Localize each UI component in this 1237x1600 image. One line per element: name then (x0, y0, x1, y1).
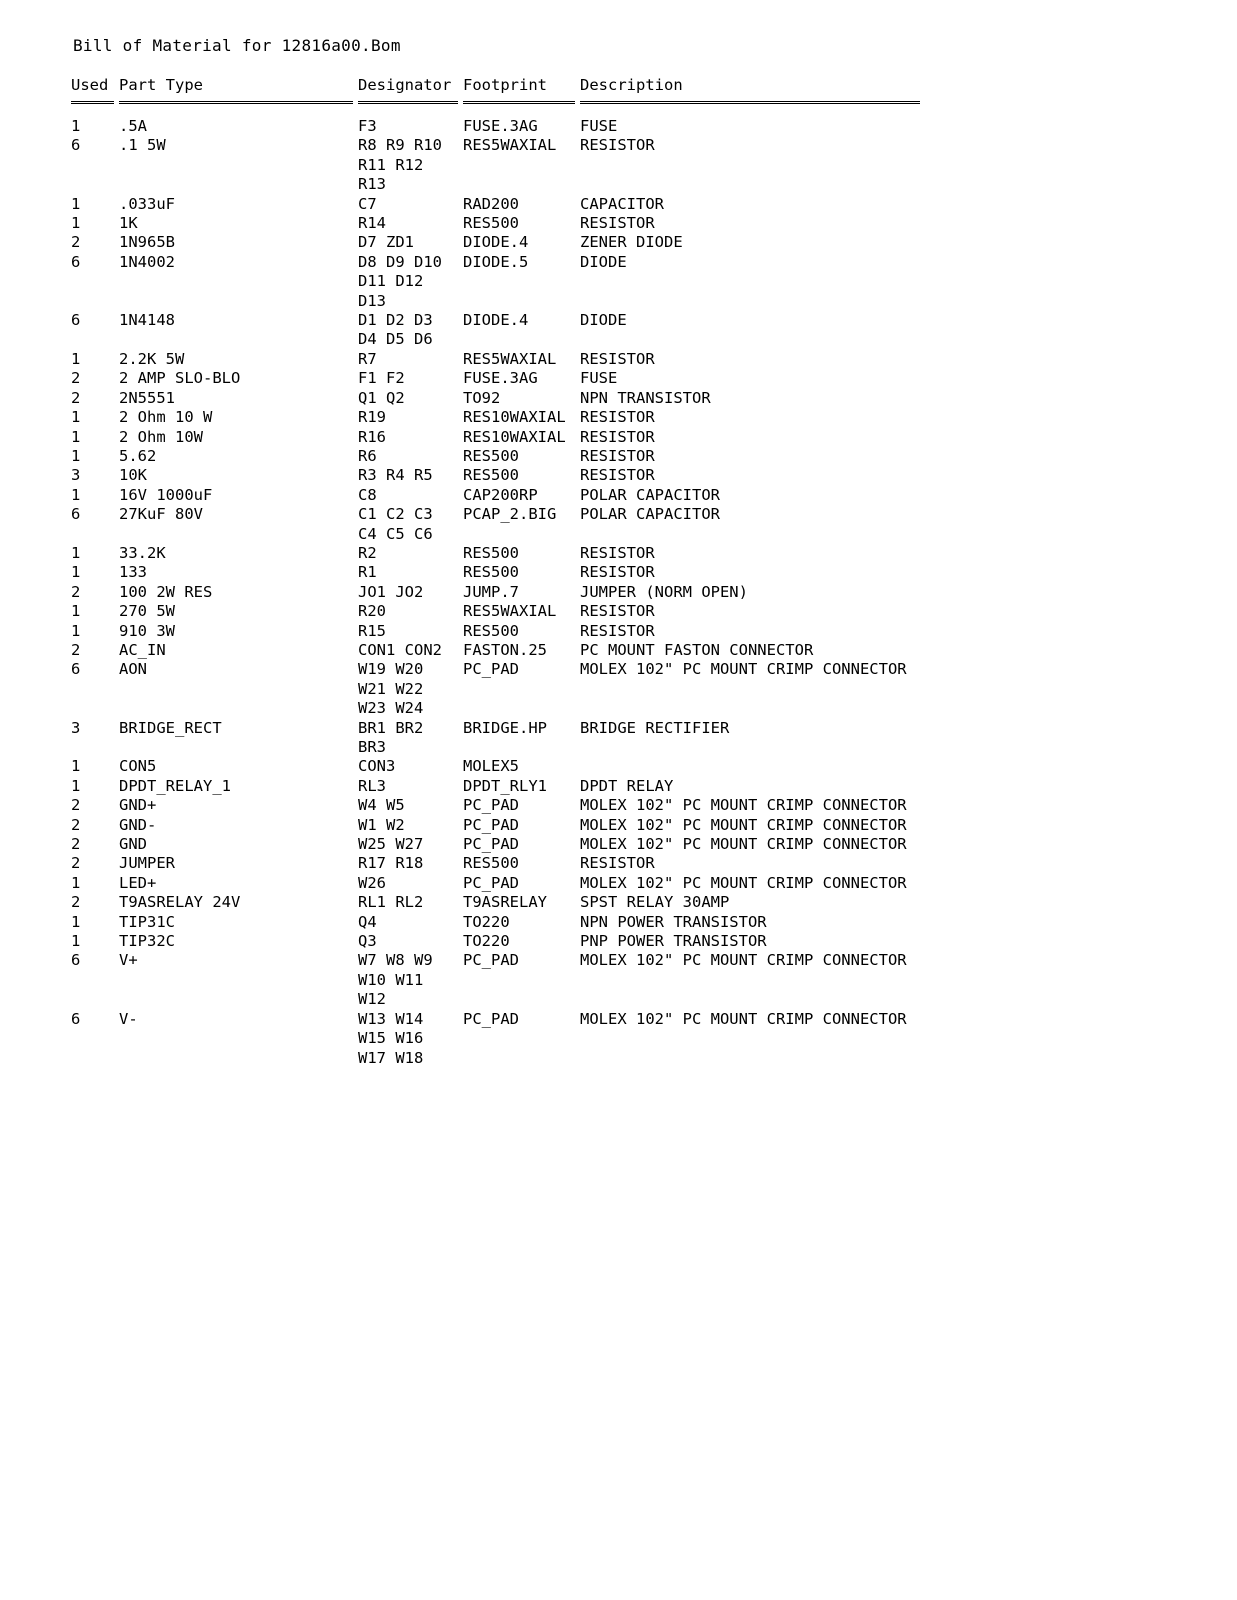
table-row (71, 622, 920, 641)
table-row (71, 777, 920, 796)
header-rule (358, 101, 458, 104)
table-row (71, 214, 920, 233)
cell-designator (358, 951, 463, 1009)
cell-used: 1 (71, 912, 81, 931)
cell-designator (358, 369, 463, 388)
cell-designator (358, 796, 463, 815)
designator-line: RL1 RL2 (358, 893, 424, 912)
cell-footprint: TO220 (463, 932, 510, 951)
cell-description: POLAR CAPACITOR (580, 505, 720, 524)
cell-description: CAPACITOR (580, 194, 664, 213)
designator-line: CON3 (358, 757, 396, 776)
cell-used: 1 (71, 621, 81, 640)
header-rule (463, 101, 575, 104)
cell-designator (358, 311, 463, 350)
cell-used: 2 (71, 893, 81, 912)
cell-footprint: RAD200 (463, 194, 519, 213)
cell-used: 3 (71, 466, 81, 485)
bom-body (71, 117, 920, 1068)
cell-footprint: TO220 (463, 912, 510, 931)
designator-line: W13 W14 (358, 1009, 424, 1028)
cell-part-type: 5.62 (119, 446, 157, 465)
designator-line: C7 (358, 194, 377, 213)
cell-designator (358, 622, 463, 641)
cell-footprint: FASTON.25 (463, 640, 547, 659)
cell-part-type: 1K (119, 214, 138, 233)
designator-line: RL3 (358, 776, 386, 795)
cell-part-type: 2.2K 5W (119, 349, 185, 368)
cell-footprint: RES5WAXIAL (463, 602, 557, 621)
cell-part-type: DPDT_RELAY_1 (119, 776, 231, 795)
table-row (71, 1010, 920, 1068)
cell-footprint: PC_PAD (463, 660, 519, 679)
cell-used: 1 (71, 932, 81, 951)
cell-footprint: RES500 (463, 543, 519, 562)
cell-designator (358, 893, 463, 912)
cell-designator (358, 466, 463, 485)
cell-description: PC MOUNT FASTON CONNECTOR (580, 640, 814, 659)
designator-line: D11 D12 (358, 272, 424, 291)
cell-description: RESISTOR (580, 446, 655, 465)
table-row (71, 932, 920, 951)
cell-designator (358, 214, 463, 233)
header-footprint: Footprint (463, 76, 547, 94)
cell-part-type: V- (119, 1009, 138, 1028)
cell-footprint: RES5WAXIAL (463, 349, 557, 368)
cell-used: 2 (71, 796, 81, 815)
cell-designator (358, 660, 463, 718)
cell-used: 1 (71, 873, 81, 892)
cell-footprint: RES500 (463, 621, 519, 640)
designator-line: W25 W27 (358, 835, 424, 854)
table-row (71, 195, 920, 214)
cell-designator (358, 757, 463, 776)
cell-used: 1 (71, 563, 81, 582)
cell-part-type: 33.2K (119, 543, 166, 562)
cell-description: DIODE (580, 252, 627, 271)
cell-used: 1 (71, 194, 81, 213)
cell-footprint: BRIDGE.HP (463, 718, 547, 737)
cell-used: 6 (71, 951, 81, 970)
cell-part-type: 1N4148 (119, 311, 175, 330)
table-row (71, 428, 920, 447)
cell-part-type: 2 AMP SLO-BLO (119, 369, 241, 388)
table-row (71, 660, 920, 718)
cell-part-type: 10K (119, 466, 147, 485)
table-row (71, 796, 920, 815)
cell-used: 6 (71, 136, 81, 155)
cell-footprint: RES5WAXIAL (463, 136, 557, 155)
table-row (71, 253, 920, 311)
cell-description: RESISTOR (580, 349, 655, 368)
cell-part-type: 2N5551 (119, 388, 175, 407)
cell-used: 6 (71, 660, 81, 679)
cell-part-type: JUMPER (119, 854, 175, 873)
cell-designator (358, 1010, 463, 1068)
cell-description: RESISTOR (580, 427, 655, 446)
table-row (71, 951, 920, 1009)
document-title: Bill of Material for 12816a00.Bom (73, 36, 401, 55)
designator-line: R19 (358, 408, 386, 427)
designator-line: W17 W18 (358, 1048, 424, 1067)
cell-part-type: GND (119, 835, 147, 854)
cell-used: 6 (71, 311, 81, 330)
cell-part-type: TIP32C (119, 932, 175, 951)
cell-description: RESISTOR (580, 621, 655, 640)
cell-designator (358, 486, 463, 505)
designator-line: R20 (358, 602, 386, 621)
designator-line: CON1 CON2 (358, 640, 442, 659)
cell-used: 1 (71, 757, 81, 776)
cell-part-type: CON5 (119, 757, 157, 776)
table-row (71, 117, 920, 136)
cell-footprint: TO92 (463, 388, 501, 407)
cell-designator (358, 195, 463, 214)
cell-designator (358, 253, 463, 311)
cell-designator (358, 563, 463, 582)
designator-line: Q1 Q2 (358, 388, 405, 407)
designator-line: JO1 JO2 (358, 582, 424, 601)
designator-line: W7 W8 W9 (358, 951, 433, 970)
table-row (71, 816, 920, 835)
cell-footprint: RES500 (463, 854, 519, 873)
designator-line: W4 W5 (358, 796, 405, 815)
cell-used: 1 (71, 408, 81, 427)
cell-designator (358, 854, 463, 873)
cell-footprint: RES500 (463, 446, 519, 465)
cell-part-type: AC_IN (119, 640, 166, 659)
table-row (71, 757, 920, 776)
cell-description: MOLEX 102" PC MOUNT CRIMP CONNECTOR (580, 1009, 907, 1028)
cell-footprint: PC_PAD (463, 1009, 519, 1028)
cell-used: 2 (71, 815, 81, 834)
cell-footprint: FUSE.3AG (463, 369, 538, 388)
header-description: Description (580, 76, 683, 94)
designator-line: W21 W22 (358, 679, 424, 698)
designator-line: W23 W24 (358, 699, 424, 718)
cell-footprint: PC_PAD (463, 796, 519, 815)
cell-used: 6 (71, 252, 81, 271)
cell-part-type: AON (119, 660, 147, 679)
cell-footprint: FUSE.3AG (463, 117, 538, 135)
cell-designator (358, 874, 463, 893)
table-row (71, 893, 920, 912)
designator-line: D4 D5 D6 (358, 330, 433, 349)
cell-footprint: RES10WAXIAL (463, 408, 566, 427)
table-row (71, 466, 920, 485)
cell-part-type: 27KuF 80V (119, 505, 203, 524)
cell-part-type: GND+ (119, 796, 157, 815)
cell-designator (358, 505, 463, 544)
designator-line: W26 (358, 873, 386, 892)
cell-part-type: 1N4002 (119, 252, 175, 271)
header-part-type: Part Type (119, 76, 203, 94)
cell-used: 6 (71, 1009, 81, 1028)
cell-description: BRIDGE RECTIFIER (580, 718, 730, 737)
designator-line: R2 (358, 543, 377, 562)
cell-designator (358, 408, 463, 427)
cell-used: 1 (71, 427, 81, 446)
header-designator: Designator (358, 76, 452, 94)
cell-footprint: T9ASRELAY (463, 893, 547, 912)
cell-used: 2 (71, 388, 81, 407)
cell-footprint: JUMP.7 (463, 582, 519, 601)
cell-designator (358, 835, 463, 854)
cell-description: RESISTOR (580, 602, 655, 621)
designator-line: R11 R12 (358, 155, 424, 174)
table-row (71, 854, 920, 873)
table-row (71, 913, 920, 932)
cell-description: NPN POWER TRANSISTOR (580, 912, 767, 931)
cell-designator (358, 602, 463, 621)
cell-description (580, 757, 920, 776)
designator-line: W19 W20 (358, 660, 424, 679)
cell-designator (358, 932, 463, 951)
cell-description: POLAR CAPACITOR (580, 485, 720, 504)
cell-part-type: TIP31C (119, 912, 175, 931)
designator-line: R16 (358, 427, 386, 446)
table-row (71, 641, 920, 660)
cell-designator (358, 117, 463, 136)
cell-used: 6 (71, 505, 81, 524)
cell-used: 2 (71, 835, 81, 854)
designator-line: R8 R9 R10 (358, 136, 442, 155)
header-used: Used (71, 76, 109, 94)
designator-line: W1 W2 (358, 815, 405, 834)
cell-description: NPN TRANSISTOR (580, 388, 711, 407)
table-row (71, 369, 920, 388)
cell-footprint: DIODE.5 (463, 252, 529, 271)
cell-designator (358, 428, 463, 447)
table-row (71, 136, 920, 194)
cell-used: 2 (71, 233, 81, 252)
cell-part-type: 100 2W RES (119, 582, 213, 601)
cell-description: RESISTOR (580, 563, 655, 582)
cell-part-type: 270 5W (119, 602, 175, 621)
cell-description: FUSE (580, 117, 618, 135)
header-rule (119, 101, 353, 104)
cell-designator (358, 816, 463, 835)
cell-footprint: RES500 (463, 563, 519, 582)
cell-part-type: .033uF (119, 194, 175, 213)
table-row (71, 544, 920, 563)
cell-part-type: 2 Ohm 10 W (119, 408, 213, 427)
cell-footprint: PC_PAD (463, 873, 519, 892)
cell-description: PNP POWER TRANSISTOR (580, 932, 767, 951)
designator-line: R13 (358, 175, 386, 194)
cell-footprint: PC_PAD (463, 951, 519, 970)
cell-part-type: 910 3W (119, 621, 175, 640)
table-row (71, 563, 920, 582)
cell-description: JUMPER (NORM OPEN) (580, 582, 748, 601)
table-row (71, 719, 920, 758)
cell-part-type: LED+ (119, 873, 157, 892)
table-row (71, 505, 920, 544)
designator-line: R7 (358, 349, 377, 368)
cell-part-type: 16V 1000uF (119, 485, 213, 504)
cell-used: 2 (71, 369, 81, 388)
cell-used: 2 (71, 640, 81, 659)
cell-footprint: PC_PAD (463, 815, 519, 834)
cell-footprint: DIODE.4 (463, 311, 529, 330)
designator-line: F3 (358, 117, 377, 135)
designator-line: R3 R4 R5 (358, 466, 433, 485)
table-row (71, 874, 920, 893)
cell-footprint: PC_PAD (463, 835, 519, 854)
table-row (71, 233, 920, 252)
cell-description: MOLEX 102" PC MOUNT CRIMP CONNECTOR (580, 835, 907, 854)
header-rule (580, 101, 920, 104)
table-row (71, 583, 920, 602)
cell-used: 1 (71, 602, 81, 621)
cell-designator (358, 544, 463, 563)
cell-designator (358, 233, 463, 252)
header-rule (71, 101, 114, 104)
cell-description: RESISTOR (580, 214, 655, 233)
header-rule-row (71, 95, 920, 111)
cell-description: MOLEX 102" PC MOUNT CRIMP CONNECTOR (580, 873, 907, 892)
cell-description: FUSE (580, 369, 618, 388)
cell-designator (358, 641, 463, 660)
cell-description: MOLEX 102" PC MOUNT CRIMP CONNECTOR (580, 815, 907, 834)
designator-line: C4 C5 C6 (358, 524, 433, 543)
cell-part-type: GND- (119, 815, 157, 834)
cell-used: 2 (71, 854, 81, 873)
cell-designator (358, 447, 463, 466)
table-row (71, 311, 920, 350)
cell-part-type: .5A (119, 117, 147, 135)
cell-part-type: V+ (119, 951, 138, 970)
cell-description: RESISTOR (580, 543, 655, 562)
cell-used: 3 (71, 718, 81, 737)
cell-designator (358, 136, 463, 194)
cell-part-type: .1 5W (119, 136, 166, 155)
cell-part-type: 1N965B (119, 233, 175, 252)
cell-designator (358, 777, 463, 796)
cell-description: DPDT RELAY (580, 776, 674, 795)
designator-line: C1 C2 C3 (358, 505, 433, 524)
cell-footprint: DPDT_RLY1 (463, 776, 547, 795)
designator-line: BR1 BR2 (358, 718, 424, 737)
cell-designator (358, 719, 463, 758)
cell-footprint: RES500 (463, 466, 519, 485)
cell-designator (358, 350, 463, 369)
designator-line: R1 (358, 563, 377, 582)
cell-description: DIODE (580, 311, 627, 330)
cell-used: 1 (71, 446, 81, 465)
cell-used: 1 (71, 349, 81, 368)
cell-description: MOLEX 102" PC MOUNT CRIMP CONNECTOR (580, 660, 907, 679)
designator-line: Q3 (358, 932, 377, 951)
cell-footprint: MOLEX5 (463, 757, 519, 776)
cell-description: MOLEX 102" PC MOUNT CRIMP CONNECTOR (580, 796, 907, 815)
cell-used: 2 (71, 582, 81, 601)
cell-footprint: CAP200RP (463, 485, 538, 504)
cell-used: 1 (71, 214, 81, 233)
cell-designator (358, 583, 463, 602)
cell-part-type: 2 Ohm 10W (119, 427, 203, 446)
cell-used: 1 (71, 776, 81, 795)
cell-part-type: T9ASRELAY 24V (119, 893, 241, 912)
table-row (71, 835, 920, 854)
table-row (71, 447, 920, 466)
header-row (71, 75, 920, 95)
designator-line: W12 (358, 990, 386, 1009)
cell-part-type: 133 (119, 563, 147, 582)
designator-line: W10 W11 (358, 970, 424, 989)
designator-line: C8 (358, 485, 377, 504)
cell-description: ZENER DIODE (580, 233, 683, 252)
bom-table (71, 75, 920, 1068)
cell-designator (358, 389, 463, 408)
designator-line: R15 (358, 621, 386, 640)
cell-designator (358, 913, 463, 932)
cell-footprint: PCAP_2.BIG (463, 505, 557, 524)
table-row (71, 408, 920, 427)
cell-description: RESISTOR (580, 408, 655, 427)
cell-description: SPST RELAY 30AMP (580, 893, 730, 912)
designator-line: R17 R18 (358, 854, 424, 873)
cell-description: RESISTOR (580, 466, 655, 485)
designator-line: D1 D2 D3 (358, 311, 433, 330)
designator-line: R6 (358, 446, 377, 465)
designator-line: D7 ZD1 (358, 233, 414, 252)
cell-used: 1 (71, 485, 81, 504)
designator-line: W15 W16 (358, 1029, 424, 1048)
cell-description: RESISTOR (580, 854, 655, 873)
cell-description: RESISTOR (580, 136, 655, 155)
cell-part-type: BRIDGE_RECT (119, 718, 222, 737)
designator-line: R14 (358, 214, 386, 233)
cell-used: 1 (71, 543, 81, 562)
cell-footprint: DIODE.4 (463, 233, 529, 252)
designator-line: BR3 (358, 738, 386, 756)
table-row (71, 602, 920, 621)
cell-footprint: RES10WAXIAL (463, 427, 566, 446)
table-row (71, 486, 920, 505)
designator-line: F1 F2 (358, 369, 405, 388)
designator-line: D8 D9 D10 (358, 252, 442, 271)
designator-line: D13 (358, 291, 386, 310)
designator-line: Q4 (358, 912, 377, 931)
table-row (71, 350, 920, 369)
cell-used: 1 (71, 117, 81, 135)
cell-footprint: RES500 (463, 214, 519, 233)
table-row (71, 389, 920, 408)
cell-description: MOLEX 102" PC MOUNT CRIMP CONNECTOR (580, 951, 907, 970)
